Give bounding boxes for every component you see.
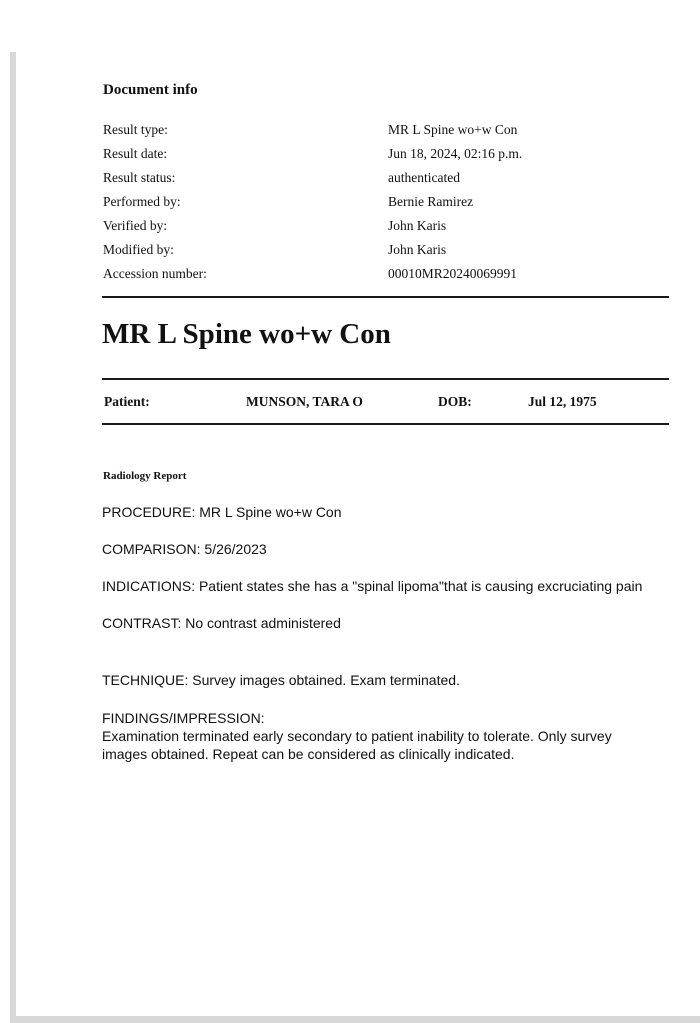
info-value: MR L Spine wo+w Con <box>388 122 518 137</box>
page-bottom-shadow <box>10 1016 700 1023</box>
document-info-table <box>103 122 663 290</box>
info-label: Result status: <box>103 170 176 185</box>
info-row-accession-number <box>103 266 663 290</box>
info-label: Accession number: <box>103 266 207 281</box>
indications-text: INDICATIONS: Patient states she has a "spinal lipoma"that is causing excruciating pain <box>102 578 643 594</box>
info-row-result-type <box>103 122 663 146</box>
findings-label: FINDINGS/IMPRESSION: <box>102 710 265 726</box>
info-row-modified-by <box>103 242 663 266</box>
procedure-text: PROCEDURE: MR L Spine wo+w Con <box>102 504 342 520</box>
info-label: Performed by: <box>103 194 181 209</box>
info-value: 00010MR20240069991 <box>388 266 518 281</box>
comparison-text: COMPARISON: 5/26/2023 <box>102 541 267 557</box>
info-value: John Karis <box>388 218 447 233</box>
info-row-result-date <box>103 146 663 170</box>
patient-label: Patient: <box>104 394 150 409</box>
info-label: Modified by: <box>103 242 174 257</box>
info-value: John Karis <box>388 242 447 257</box>
info-label: Result type: <box>103 122 168 137</box>
contrast-text: CONTRAST: No contrast administered <box>102 615 341 631</box>
dob-value: Jul 12, 1975 <box>528 394 597 409</box>
divider <box>102 296 669 298</box>
findings-line-2: images obtained. Repeat can be considered as clinically indicated. <box>102 746 515 762</box>
divider <box>102 423 669 425</box>
info-value: authenticated <box>388 170 460 185</box>
info-row-performed-by <box>103 194 663 218</box>
dob-label: DOB: <box>438 394 472 409</box>
document-info-heading: Document info <box>103 82 198 98</box>
report-title: MR L Spine wo+w Con <box>102 318 391 350</box>
info-label: Verified by: <box>103 218 168 233</box>
patient-name: MUNSON, TARA O <box>246 394 363 409</box>
radiology-report-heading: Radiology Report <box>103 470 187 482</box>
info-row-result-status <box>103 170 663 194</box>
divider <box>102 378 669 380</box>
info-value: Jun 18, 2024, 02:16 p.m. <box>388 146 523 161</box>
info-row-verified-by <box>103 218 663 242</box>
info-value: Bernie Ramirez <box>388 194 474 209</box>
page-left-shadow <box>10 52 16 1023</box>
technique-text: TECHNIQUE: Survey images obtained. Exam terminated. <box>102 672 460 688</box>
info-label: Result date: <box>103 146 168 161</box>
findings-line-1: Examination terminated early secondary to patient inability to tolerate. Only survey <box>102 728 612 744</box>
